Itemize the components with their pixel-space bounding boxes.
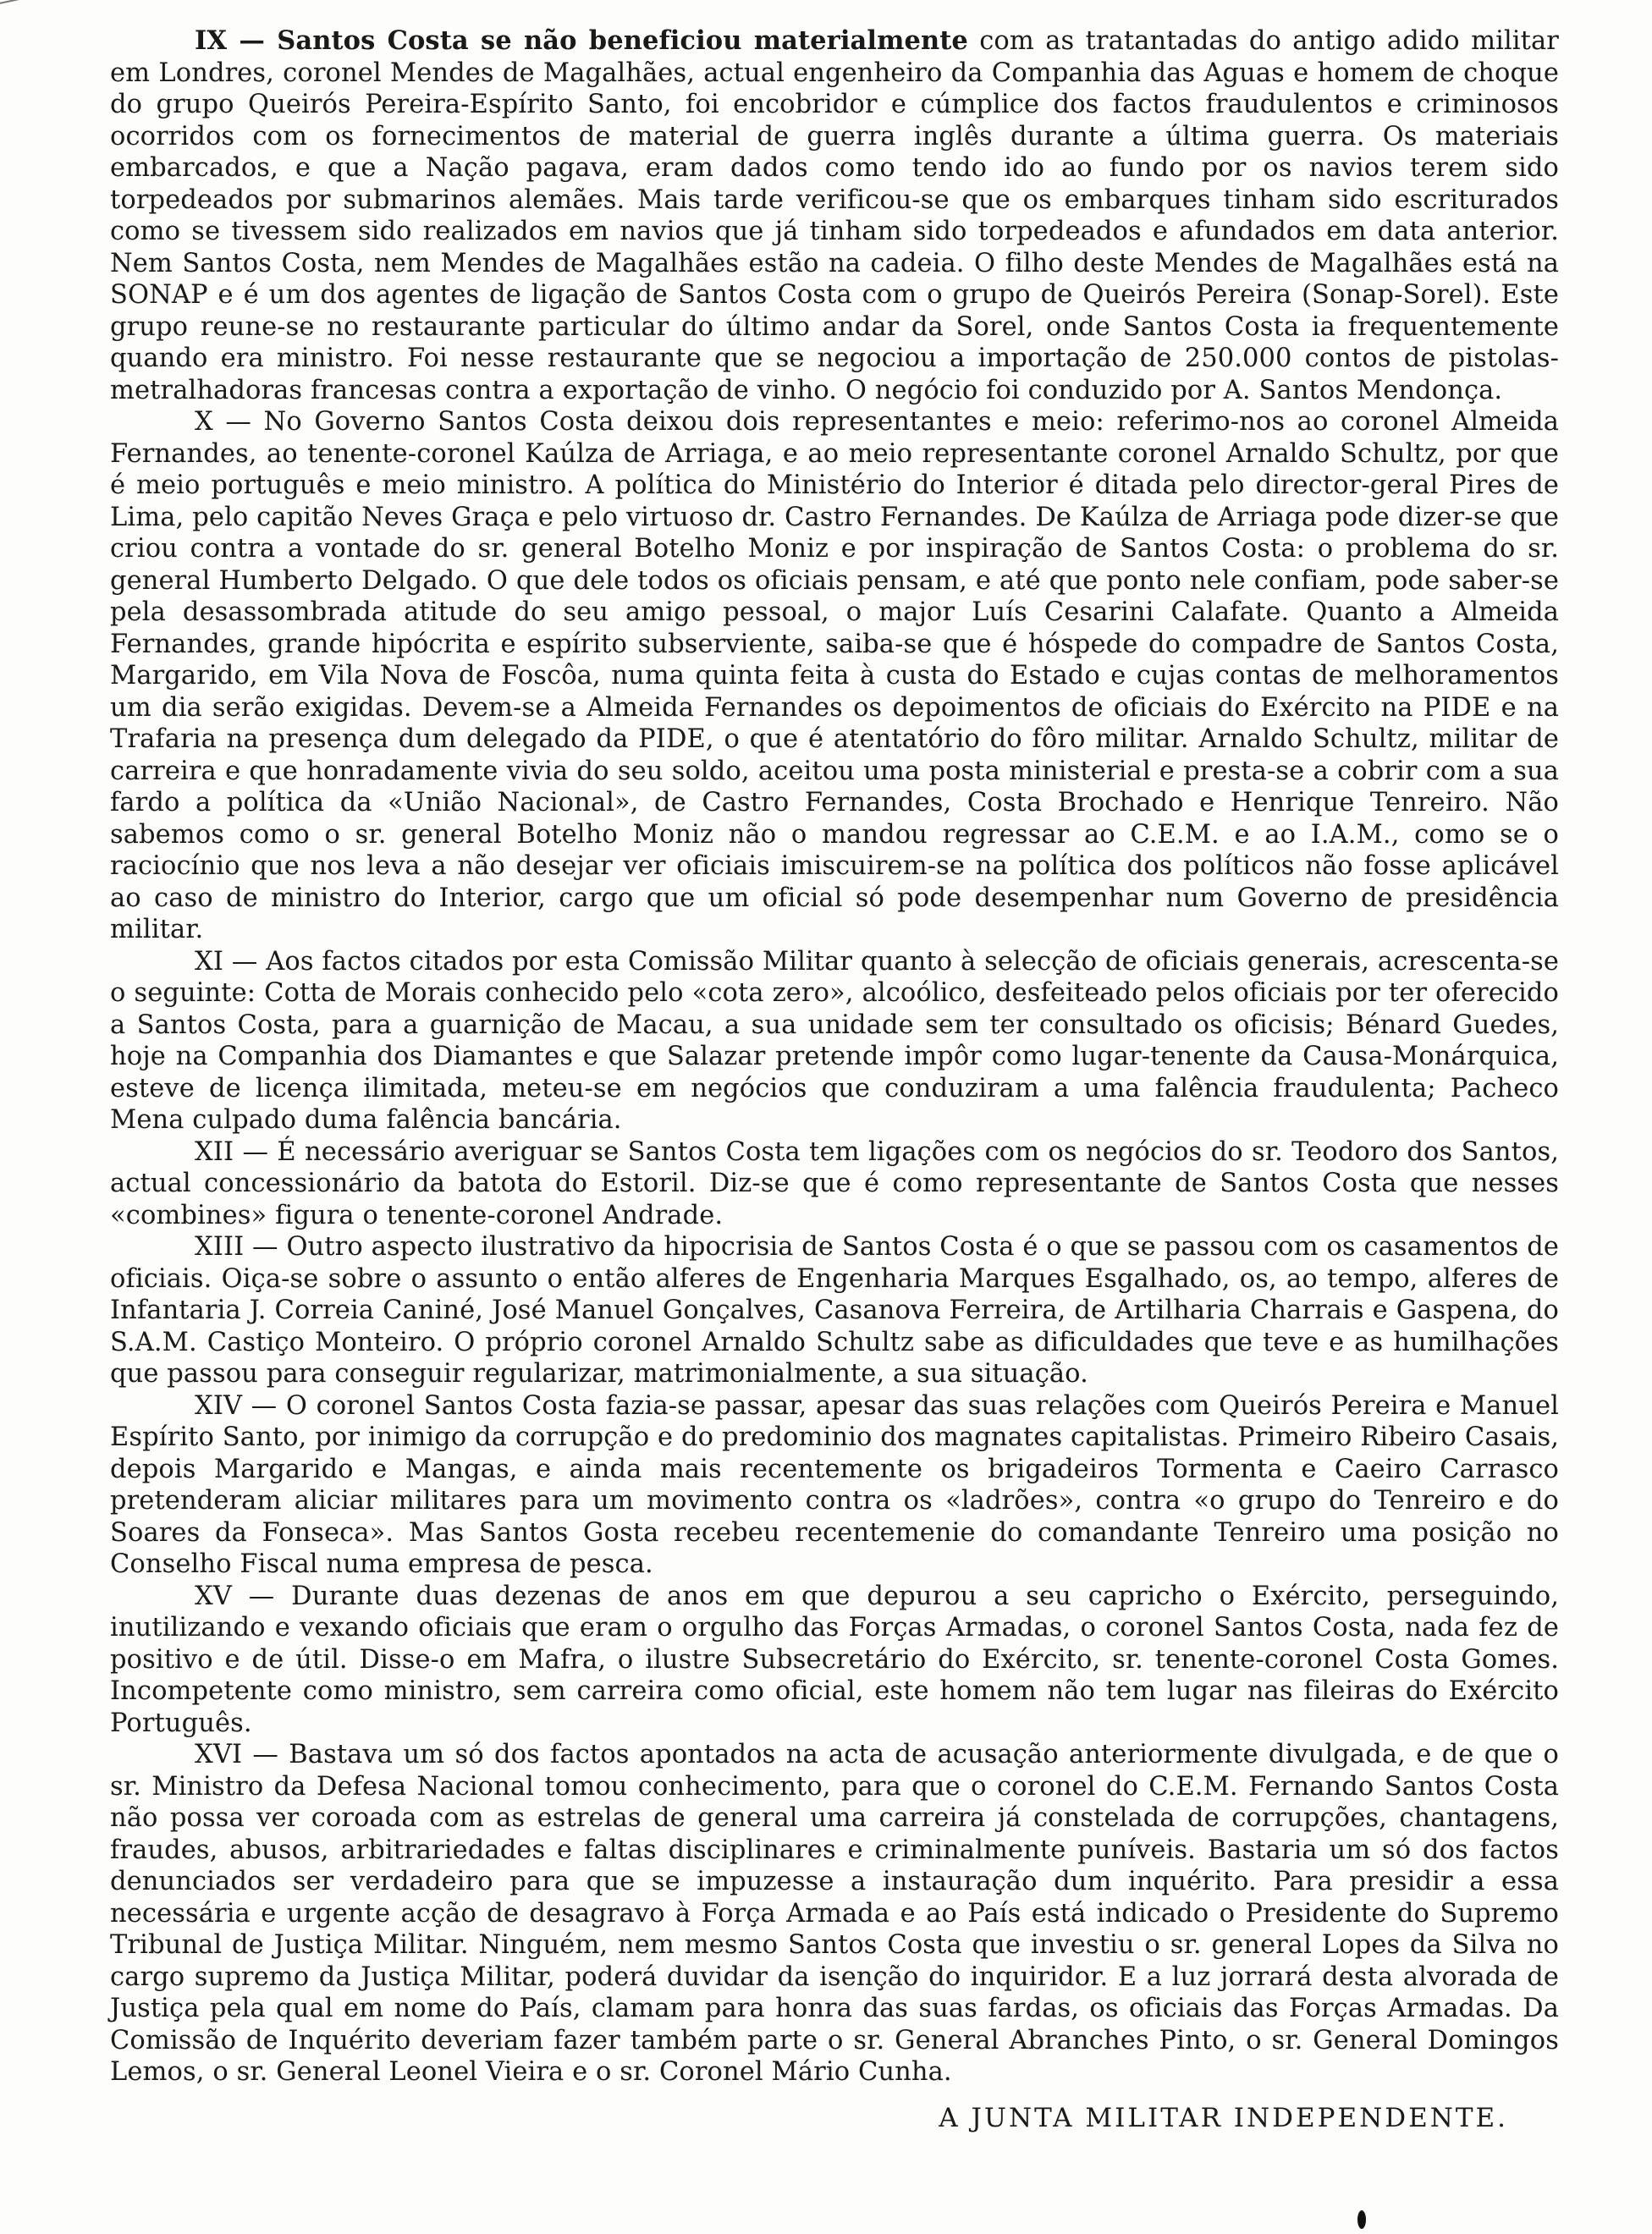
paragraph-ix-intro: IX — Santos Costa se não beneficiou materialmente (195, 25, 968, 56)
paragraph-xiv: XIV — O coronel Santos Costa fazia-se passar, apesar das suas relações com Queirós Pereira e Manuel Espírito Santo, por inimigo da corrupção e do predominio dos magnates capitalistas. Primeiro Ribeiro Casais, depois Margarido e Mangas, e ainda mais recentemente os brigadeiros Tormenta e Caeiro Carrasco pretenderam aliciar militares para um movimento contra os «ladrões», contra «o grupo do Tenreiro e do Soares da Fonseca». Mas Santos Gosta recebeu recentemenie do comandante Tenreiro uma posição no Conselho Fiscal numa empresa de pesca. (110, 1390, 1559, 1579)
paragraph-xi: XI — Aos factos citados por esta Comissão Militar quanto à selecção de oficiais generais, acrescenta-se o seguinte: Cotta de Morais conhecido pelo «cota zero», alcoólico, desfeiteado pelos oficiais por ter oferecido a Santos Costa, para a guarnição de Macau, a sua unidade sem ter consultado os oficisis; Bénard Guedes, hoje na Companhia dos Diamantes e que Salazar pretende impôr como lugar-tenente da Causa-Monárquica, esteve de licença ilimitada, meteu-se em negócios que conduziram a uma falência fraudulenta; Pacheco Mena culpado duma falência bancária. (110, 946, 1559, 1135)
paragraph-xvi: XVI — Bastava um só dos factos apontados na acta de acusação anteriormente divulgada, e de que o sr. Ministro da Defesa Nacional tomou conhecimento, para que o coronel do C.E.M. Fernando Santos Costa não possa ver coroada com as estrelas de general uma carreira já constelada de corrupções, chantagens, fraudes, abusos, arbitrariedades e faltas disciplinares e criminalmente puníveis. Bastaria um só dos factos denunciados ser verdadeiro para que se impuzesse a instauração dum inquérito. Para presidir a essa necessária e urgente acção de desagravo à Força Armada e ao País está indicado o Presidente do Supremo Tribunal de Justiça Militar. Ninguém, nem mesmo Santos Costa que investiu o sr. general Lopes da Silva no cargo supremo da Justiça Militar, poderá duvidar da isenção do inquiridor. E a luz jorrará desta alvorada de Justiça pela qual em nome do País, clamam para honra das suas fardas, os oficiais das Forças Armadas. Da Comissão de Inquérito deveriam fazer também parte o sr. General Abranches Pinto, o sr. General Domingos Lemos, o sr. General Leonel Vieira e o sr. Coronel Mário Cunha. (110, 1740, 1559, 2087)
document-page (110, 25, 1559, 2192)
corner-scan-mark (0, 0, 25, 18)
signature: A JUNTA MILITAR INDEPENDENTE. (939, 2103, 1508, 2133)
paragraph-xv: XV — Durante duas dezenas de anos em que depurou a seu capricho o Exército, perseguindo, inutilizando e vexando oficiais que eram o orgulho das Forças Armadas, o coronel Santos Costa, nada fez de positivo e de útil. Disse-o em Mafra, o ilustre Subsecretário do Exército, sr. tenente-coronel Costa Gomes. Incompetente como ministro, sem carreira como oficial, este homem não tem lugar nas fileiras do Exército Português. (110, 1581, 1559, 1738)
paragraph-xiii: XIII — Outro aspecto ilustrativo da hipocrisia de Santos Costa é o que se passou com os casamentos de oficiais. Oiça-se sobre o assunto o então alferes de Engenharia Marques Esgalhado, os, ao tempo, alferes de Infantaria J. Correia Caniné, José Manuel Gonçalves, Casanova Ferreira, de Artilharia Charrais e Gaspena, do S.A.M. Castiço Monteiro. O próprio coronel Arnaldo Schultz sabe as dificuldades que teve e as humilhações que passou para conseguir regularizar, matrimonialmente, a sua situação. (110, 1232, 1560, 1389)
paragraph-ix-text: com as tratantadas do antigo adido militar em Londres, coronel Mendes de Magalhães, actual engenheiro da Companhia das Aguas e homem de choque do grupo Queirós Pereira-Espírito Santo, foi encobridor e cúmplice dos factos fraudulentos e criminosos ocorridos com os fornecimentos de material de guerra inglês durante a última guerra. Os materiais embarcados, e que a Nação pagava, eram dados como tendo ido ao fundo por os navios terem sido torpedeados por submarinos alemães. Mais tarde verificou-se que os embarques tinham sido escriturados como se tivessem sido realizados em navios que já tinham sido torpedeados e afundados em data anterior. Nem Santos Costa, nem Mendes de Magalhães estão na cadeia. O filho deste Mendes de Magalhães está na SONAP e é um dos agentes de ligação de Santos Costa com o grupo de Queirós Pereira (Sonap-Sorel). Este grupo reune-se no restaurante particular do último andar da Sorel, onde Santos Costa ia frequentemente quando era ministro. Foi nesse restaurante que se negociou a importação de 250.000 contos de pistolas-metralhadoras francesas contra a exportação de vinho. O negócio foi conduzido por A. Santos Mendonça. (110, 26, 1559, 405)
paragraph-xii: XII — É necessário averiguar se Santos Costa tem ligações com os negócios do sr. Teodoro dos Santos, actual concessionário da batota do Estoril. Diz-se que é como representante de Santos Costa que nesses «combines» figura o tenente-coronel Andrade. (110, 1136, 1559, 1230)
ink-blot (1357, 2210, 1366, 2229)
paragraph-ix (110, 25, 1559, 406)
paragraph-x: X — No Governo Santos Costa deixou dois representantes e meio: referimo-nos ao coronel Almeida Fernandes, ao tenente-coronel Kaúlza de Arriaga, e ao meio representante coronel Arnaldo Schultz, por que é meio português e meio ministro. A política do Ministério do Interior é ditada pelo director-geral Pires de Lima, pelo capitão Neves Graça e pelo virtuoso dr. Castro Fernandes. De Kaúlza de Arriaga pode dizer-se que criou contra a vontade do sr. general Botelho Moniz e por inspiração de Santos Costa: o problema do sr. general Humberto Delgado. O que dele todos os oficiais pensam, e até que ponto nele confiam, pode saber-se pela desassombrada atitude do seu amigo pessoal, o major Luís Cesarini Calafate. Quanto a Almeida Fernandes, grande hipócrita e espírito subserviente, saiba-se que é hóspede do compadre de Santos Costa, Margarido, em Vila Nova de Foscôa, numa quinta feita à custa do Estado e cujas contas de melhoramentos um dia serão exigidas. Devem-se a Almeida Fernandes os depoimentos de oficiais do Exército na PIDE e na Trafaria na presença dum delegado da PIDE, o que é atentatório do fôro militar. Arnaldo Schultz, militar de carreira e que honradamente vivia do seu soldo, aceitou uma posta ministerial e presta-se a cobrir com a sua fardo a política da «União Nacional», de Castro Fernandes, Costa Brochado e Henrique Tenreiro. Não sabemos como o sr. general Botelho Moniz não o mandou regressar ao C.E.M. e ao I.A.M., como se o raciocínio que nos leva a não desejar ver oficiais imiscuirem-se na política dos políticos não fosse aplicável ao caso de ministro do Interior, cargo que um oficial só pode desempenhar num Governo de presidência militar. (110, 407, 1559, 944)
